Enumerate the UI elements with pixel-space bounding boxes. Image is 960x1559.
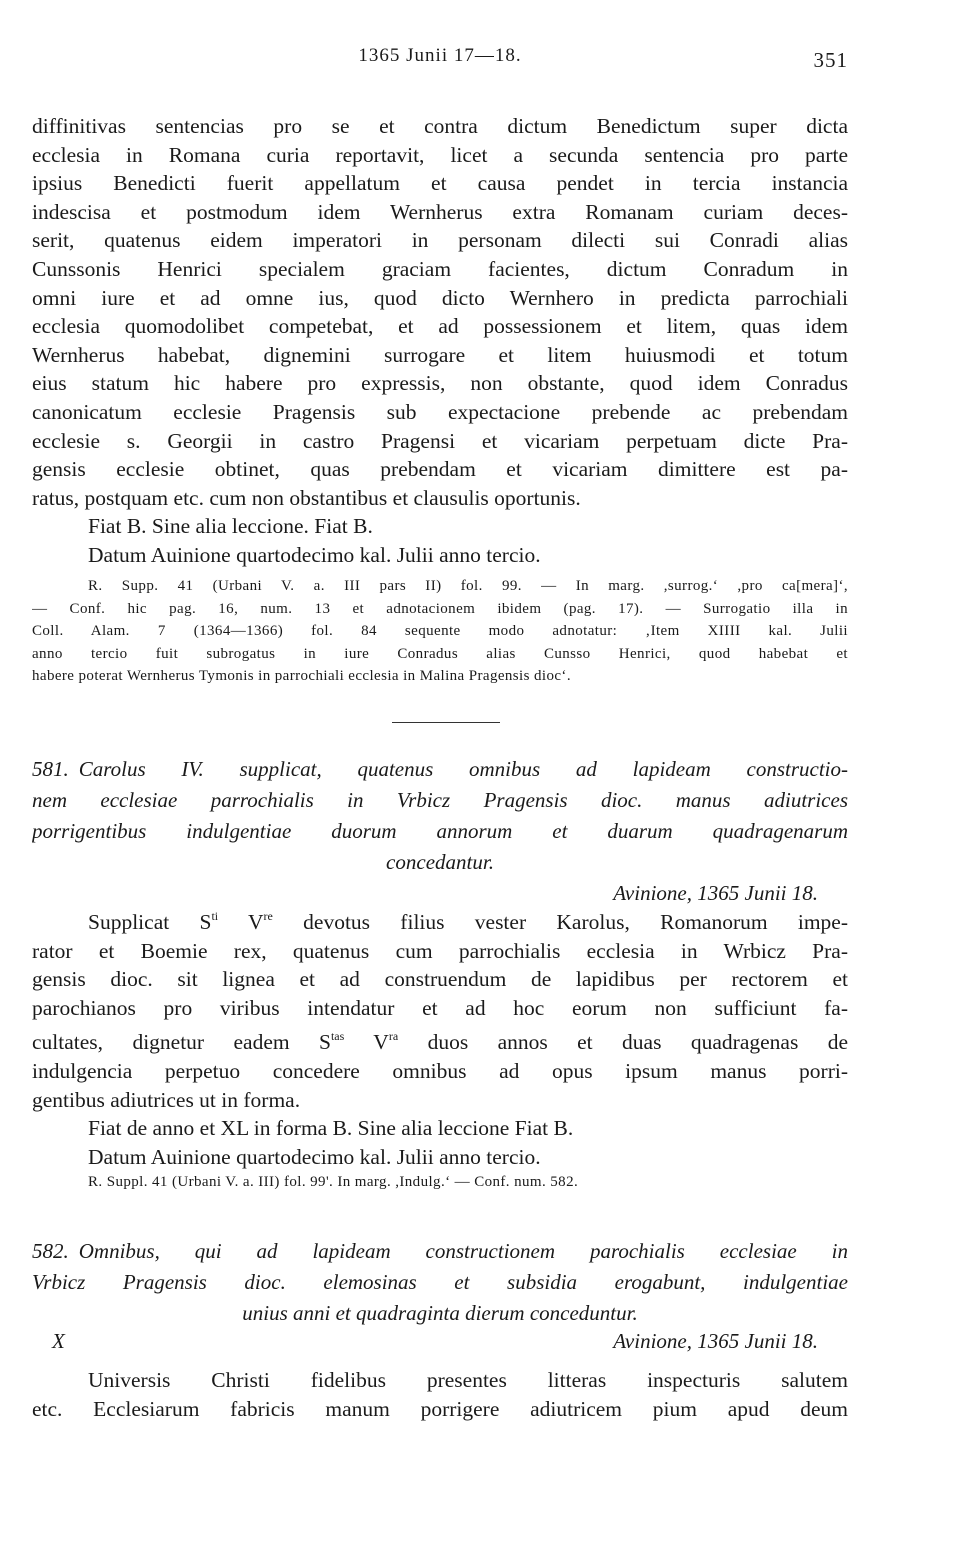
regest-line: unius anni et quadraginta dierum conceduntur.	[242, 1301, 638, 1325]
text-line: omni iure et ad omne ius, quod dicto Wernhero in predicta parrochiali	[32, 285, 848, 310]
note-line: Coll. Alam. 7 (1364—1366) fol. 84 sequente modo adnotatur: ‚Item XIIII kal. Julii	[32, 623, 848, 639]
place-date: Avinione, 1365 Junii 18.	[613, 881, 818, 905]
text-line: Universis Christi fidelibus presentes litteras inspecturis salutem	[88, 1368, 848, 1392]
doc-582-heading	[32, 1236, 848, 1360]
text-line: eius statum hic habere pro expressis, non obstante, quod idem Conradus	[32, 371, 848, 396]
note-line: R. Supp. 41 (Urbani V. a. III pars II) fol. 99. — In marg. ,surrog.‘ ,pro ca[mera]‘,	[88, 578, 848, 594]
text-line: ecclesie s. Georgii in castro Pragensi et vicariam perpetuam dicte Pra-	[32, 428, 848, 453]
document-number: 581.	[32, 757, 69, 781]
regest-line: 582. Omnibus, qui ad lapideam constructionem parochialis ecclesiae in	[32, 1239, 848, 1263]
section-divider	[392, 722, 500, 723]
text-line: gensis ecclesie obtinet, quas prebendam et vicariam dimittere est pa-	[32, 457, 848, 482]
text-line: gentibus adiutrices ut in forma.	[32, 1087, 301, 1112]
document-number: 582.	[32, 1239, 69, 1263]
doc-582-body	[32, 1366, 848, 1423]
datum-line: Datum Auinione quartodecimo kal. Julii anno tercio.	[88, 1144, 541, 1169]
note-line: — Conf. hic pag. 16, num. 13 et adnotacionem ibidem (pag. 17). — Surrogatio illa in	[32, 600, 848, 617]
datum-line: Datum Auinione quartodecimo kal. Julii anno tercio.	[88, 542, 541, 567]
text-line: canonicatum ecclesie Pragensis sub expectacione prebende ac prebendam	[32, 399, 848, 424]
text-line: Supplicat $S^{ti}$ Vre devotus filius vester Karolus, Romanorum impe-	[88, 909, 848, 934]
text-line: indescisa et postmodum idem Wernherus extra Romanam curiam deces-	[32, 199, 848, 224]
text-line: cultates, dignetur eadem $S^{tas}$ $V^{ra}$ duos annos et duas quadragenas de	[32, 1029, 848, 1055]
doc-581-heading	[32, 754, 848, 909]
note-line: anno tercio fuit subrogatus in iure Conradus alias Cunsso Henrici, quod habebat et	[32, 645, 848, 662]
page-number: 351	[813, 48, 848, 72]
regest-line: 581. Carolus IV. supplicat, quatenus omnibus ad lapideam constructio-	[32, 757, 848, 781]
mark-and-place	[32, 1329, 848, 1360]
doc-581-body	[32, 902, 848, 1194]
fiat-line: Fiat de anno et XL in forma B. Sine alia leccione Fiat B.	[88, 1116, 574, 1141]
text-line: ecclesia quomodolibet competebat, et ad possessionem et litem, quas idem	[32, 314, 848, 339]
text-line: indulgencia perpetuo concedere omnibus ad opus ipsum manus porri-	[32, 1058, 848, 1083]
text-line: serit, quatenus eidem imperatori in personam dilecti sui Conradi alias	[32, 228, 848, 253]
continuation-text	[32, 112, 848, 570]
fiat-line: Fiat B. Sine alia leccione. Fiat B.	[88, 514, 373, 539]
note-line: habere poterat Wernherus Tymonis in parrochiali ecclesia in Malina Pragensis dioc‘.	[32, 668, 571, 684]
regest-line: Vrbicz Pragensis dioc. elemosinas et subsidia erogabunt, indulgentiae	[32, 1270, 848, 1294]
note-line: R. Suppl. 41 (Urbani V. a. III) fol. 99'. In marg. ,Indulg.‘ — Conf. num. 582.	[88, 1174, 579, 1191]
regest-line: concedantur.	[386, 850, 494, 874]
text-line: ratus, postquam etc. cum non obstantibus et clausulis oportunis.	[32, 485, 581, 510]
text-line: rator et Boemie rex, quatenus cum parrochialis ecclesia in Wrbicz Pra-	[32, 938, 848, 963]
text-line: Wernherus habebat, dignemini surrogare et litem huiusmodi et totum	[32, 342, 848, 367]
regest-line: nem ecclesiae parrochialis in Vrbicz Pragensis dioc. manus adiutrices	[32, 788, 848, 812]
register-mark: X	[52, 1329, 65, 1353]
regest-line: porrigentibus indulgentiae duorum annorum et duarum quadragenarum	[32, 819, 848, 843]
text-line: parochianos pro viribus intendatur et ad hoc eorum non sufficiunt fa-	[32, 995, 848, 1020]
continuation-notes	[32, 575, 848, 688]
text-line: Cunssonis Henrici specialem graciam facientes, dictum Conradum in	[32, 256, 848, 281]
text-line: etc. Ecclesiarum fabricis manum porrigere adiutricem pium apud deum	[32, 1396, 848, 1421]
text-line: gensis dioc. sit lignea et ad construendum de lapidibus per rectorem et	[32, 967, 848, 992]
text-line: ecclesia in Romana curia reportavit, licet a secunda sentencia pro parte	[32, 142, 848, 167]
header-date: 1365 Junii 17—18.	[358, 45, 522, 66]
running-header	[32, 45, 848, 75]
text-line: ipsius Benedicti fuerit appellatum et causa pendet in tercia instancia	[32, 171, 848, 196]
document-page	[32, 0, 848, 1559]
text-line: diffinitivas sentencias pro se et contra dictum Benedictum super dicta	[32, 114, 848, 138]
place-date: Avinione, 1365 Junii 18.	[613, 1329, 818, 1353]
